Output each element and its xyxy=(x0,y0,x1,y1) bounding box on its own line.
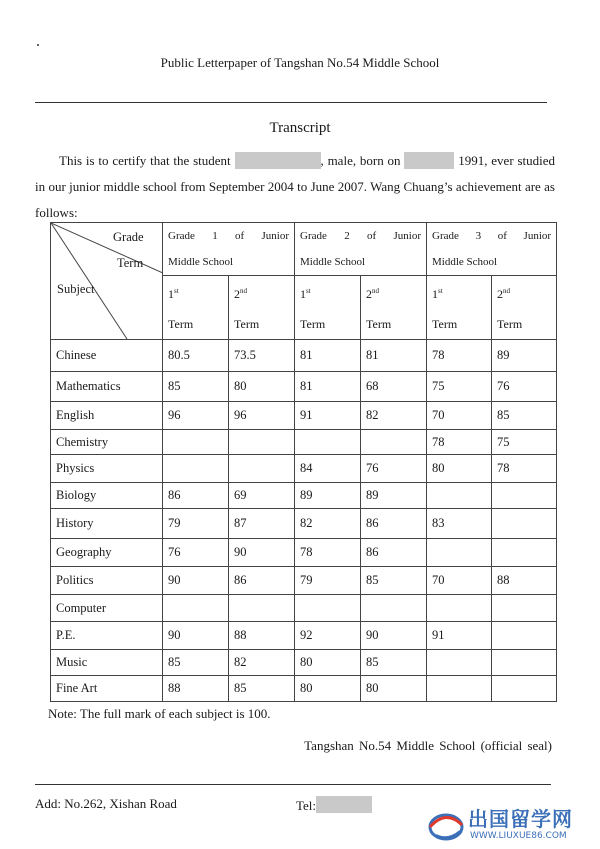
score-cell: 76 xyxy=(163,539,229,567)
score-cell: 85 xyxy=(163,372,229,402)
subject-cell: Computer xyxy=(51,595,163,622)
score-cell: 80 xyxy=(295,676,361,702)
score-cell: 85 xyxy=(163,650,229,676)
footer-tel xyxy=(296,796,372,814)
score-cell: 85 xyxy=(492,402,557,430)
score-cell: 70 xyxy=(427,567,492,595)
term-word: Term xyxy=(497,317,523,331)
score-cell: 91 xyxy=(295,402,361,430)
intro-text-2: , male, born on xyxy=(320,153,401,168)
score-cell: 90 xyxy=(163,567,229,595)
term-header-cell xyxy=(229,276,295,340)
certification-paragraph xyxy=(35,148,555,226)
table-row xyxy=(51,509,557,539)
score-cell: 89 xyxy=(361,483,427,509)
document-title: Transcript xyxy=(269,120,331,136)
score-cell: 73.5 xyxy=(229,340,295,372)
subject-cell: Mathematics xyxy=(51,372,163,402)
footer-divider xyxy=(35,784,551,785)
score-cell xyxy=(492,595,557,622)
score-cell: 80 xyxy=(229,372,295,402)
watermark-text: 出国留学网 xyxy=(468,807,573,831)
subject-cell: Biology xyxy=(51,483,163,509)
grade-2-sub: Middle School xyxy=(300,256,366,268)
score-cell xyxy=(427,483,492,509)
subject-cell: Geography xyxy=(51,539,163,567)
score-cell xyxy=(295,430,361,455)
term-ordinal: 1st xyxy=(168,287,179,301)
grade-1-sub: Middle School xyxy=(168,256,234,268)
score-cell xyxy=(229,455,295,483)
score-cell: 80 xyxy=(361,676,427,702)
term-word: Term xyxy=(366,317,392,331)
subject-cell: Politics xyxy=(51,567,163,595)
score-cell: 78 xyxy=(295,539,361,567)
score-cell xyxy=(163,595,229,622)
corner-term-label: Term xyxy=(117,256,144,270)
grade-3-label: Grade 3 of Junior xyxy=(432,230,552,242)
score-cell: 88 xyxy=(163,676,229,702)
score-cell: 82 xyxy=(361,402,427,430)
score-rows xyxy=(51,340,557,702)
subject-cell: Fine Art xyxy=(51,676,163,702)
transcript-table xyxy=(50,222,557,702)
score-cell: 75 xyxy=(427,372,492,402)
score-cell xyxy=(229,595,295,622)
term-ordinal: 2nd xyxy=(497,287,511,301)
score-cell: 79 xyxy=(163,509,229,539)
intro-text-3: 1991, ever studied in our junior middle school from September 2004 to June 2007. Wang Chuang’s achievement are as follows: xyxy=(35,153,556,220)
redacted-phone xyxy=(316,796,372,813)
score-cell: 85 xyxy=(361,650,427,676)
score-cell: 70 xyxy=(427,402,492,430)
grade-1-label: Grade 1 of Junior xyxy=(168,230,289,242)
score-cell xyxy=(492,483,557,509)
diagonal-lines xyxy=(51,223,163,339)
redacted-birthdate xyxy=(404,152,454,169)
table-row xyxy=(51,483,557,509)
score-cell: 90 xyxy=(361,622,427,650)
score-cell: 81 xyxy=(295,372,361,402)
score-cell: 82 xyxy=(295,509,361,539)
subject-cell: Chemistry xyxy=(51,430,163,455)
score-cell xyxy=(492,539,557,567)
score-cell: 69 xyxy=(229,483,295,509)
score-cell xyxy=(427,539,492,567)
grade-1-header xyxy=(163,223,295,276)
term-word: Term xyxy=(300,317,326,331)
subject-cell: Music xyxy=(51,650,163,676)
table-row xyxy=(51,430,557,455)
score-cell: 86 xyxy=(361,509,427,539)
score-cell xyxy=(163,455,229,483)
score-cell: 90 xyxy=(163,622,229,650)
tel-label: Tel: xyxy=(296,798,317,813)
score-cell xyxy=(163,430,229,455)
term-word: Term xyxy=(234,317,260,331)
score-cell: 92 xyxy=(295,622,361,650)
score-cell: 81 xyxy=(295,340,361,372)
grade-2-label: Grade 2 of Junior xyxy=(300,230,421,242)
table-row xyxy=(51,402,557,430)
term-word: Term xyxy=(432,317,458,331)
term-word: Term xyxy=(168,317,194,331)
term-ordinal: 1st xyxy=(300,287,311,301)
score-cell: 89 xyxy=(295,483,361,509)
table-row xyxy=(51,340,557,372)
official-seal-line: Tangshan No.54 Middle School (official seal) xyxy=(304,738,552,753)
score-cell: 86 xyxy=(361,539,427,567)
subject-cell: P.E. xyxy=(51,622,163,650)
score-cell: 80 xyxy=(427,455,492,483)
score-cell: 96 xyxy=(163,402,229,430)
score-cell: 96 xyxy=(229,402,295,430)
speck-mark xyxy=(37,44,39,46)
score-cell xyxy=(427,650,492,676)
redacted-name xyxy=(235,152,321,169)
score-cell: 89 xyxy=(492,340,557,372)
corner-subject-label: Subject xyxy=(57,282,95,296)
subject-cell: History xyxy=(51,509,163,539)
term-header-cell xyxy=(163,276,229,340)
score-cell: 88 xyxy=(492,567,557,595)
corner-grade-label: Grade xyxy=(113,230,144,244)
score-cell: 78 xyxy=(492,455,557,483)
score-cell: 80 xyxy=(295,650,361,676)
score-cell: 91 xyxy=(427,622,492,650)
intro-text-1: This is to certify that the student xyxy=(59,153,231,168)
score-cell: 78 xyxy=(427,340,492,372)
table-row xyxy=(51,455,557,483)
grade-3-sub: Middle School xyxy=(432,256,498,268)
score-cell xyxy=(492,650,557,676)
grade-3-header xyxy=(427,223,557,276)
term-ordinal: 2nd xyxy=(366,287,380,301)
term-header-cell xyxy=(492,276,557,340)
globe-swoosh-icon xyxy=(426,805,466,843)
table-row xyxy=(51,372,557,402)
score-cell: 83 xyxy=(427,509,492,539)
score-cell: 75 xyxy=(492,430,557,455)
score-cell xyxy=(492,509,557,539)
table-row xyxy=(51,539,557,567)
score-cell xyxy=(229,430,295,455)
score-cell xyxy=(295,595,361,622)
score-cell xyxy=(361,595,427,622)
watermark-url: WWW.LIUXUE86.COM xyxy=(470,831,567,841)
score-cell: 85 xyxy=(229,676,295,702)
letterhead-divider xyxy=(35,102,547,103)
score-cell: 87 xyxy=(229,509,295,539)
term-header-cell xyxy=(427,276,492,340)
term-header-cell xyxy=(295,276,361,340)
term-header-cell xyxy=(361,276,427,340)
score-cell: 81 xyxy=(361,340,427,372)
score-cell xyxy=(361,430,427,455)
grade-2-header xyxy=(295,223,427,276)
subject-cell: Physics xyxy=(51,455,163,483)
table-row xyxy=(51,622,557,650)
full-mark-note: Note: The full mark of each subject is 100. xyxy=(48,706,271,721)
subject-cell: English xyxy=(51,402,163,430)
score-cell: 76 xyxy=(361,455,427,483)
term-ordinal: 2nd xyxy=(234,287,247,301)
table-row xyxy=(51,676,557,702)
score-cell: 90 xyxy=(229,539,295,567)
score-cell xyxy=(492,622,557,650)
score-cell: 85 xyxy=(361,567,427,595)
score-cell: 78 xyxy=(427,430,492,455)
score-cell: 80.5 xyxy=(163,340,229,372)
letterhead-title: Public Letterpaper of Tangshan No.54 Middle School xyxy=(160,55,440,70)
score-cell: 84 xyxy=(295,455,361,483)
score-cell: 86 xyxy=(163,483,229,509)
table-row xyxy=(51,595,557,622)
footer-address: Add: No.262, Xishan Road xyxy=(35,796,177,811)
score-cell: 79 xyxy=(295,567,361,595)
grade-header-row xyxy=(51,223,557,276)
score-cell xyxy=(427,595,492,622)
corner-header-cell xyxy=(51,223,163,340)
table-row xyxy=(51,650,557,676)
subject-cell: Chinese xyxy=(51,340,163,372)
table-row xyxy=(51,567,557,595)
score-cell: 68 xyxy=(361,372,427,402)
score-cell: 86 xyxy=(229,567,295,595)
score-cell xyxy=(492,676,557,702)
score-cell: 82 xyxy=(229,650,295,676)
site-watermark xyxy=(426,801,596,847)
score-cell: 88 xyxy=(229,622,295,650)
score-cell xyxy=(427,676,492,702)
term-ordinal: 1st xyxy=(432,287,443,301)
score-cell: 76 xyxy=(492,372,557,402)
